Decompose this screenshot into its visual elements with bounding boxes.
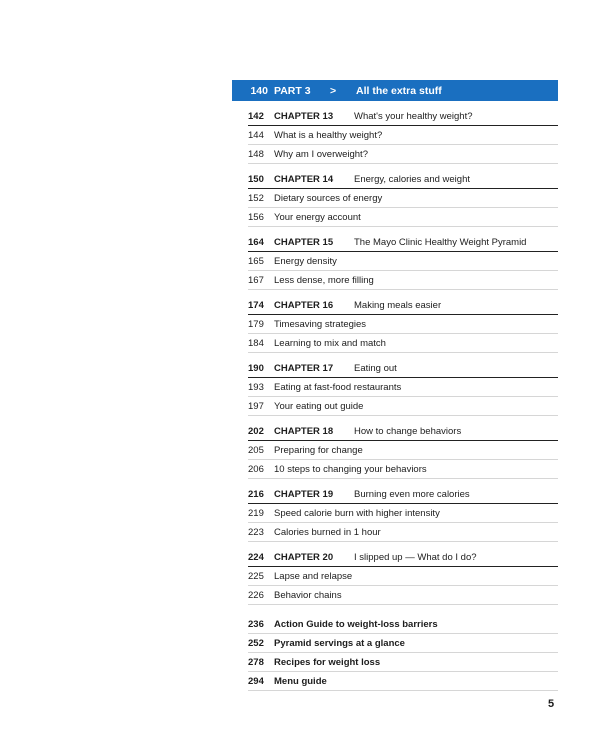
entry-title: Learning to mix and match [274, 337, 386, 349]
toc-entry [248, 208, 558, 227]
entry-title: Your eating out guide [274, 400, 364, 412]
entry-title: Lapse and relapse [274, 570, 353, 582]
toc-entry [248, 334, 558, 353]
entry-title: Preparing for change [274, 444, 363, 456]
part-banner [232, 80, 558, 101]
toc-entry [248, 615, 558, 634]
entry-title: Dietary sources of energy [274, 192, 383, 204]
entry-title: Menu guide [274, 675, 327, 687]
entry-page: 167 [248, 274, 264, 286]
entry-page: 206 [248, 463, 264, 475]
entry-title: Speed calorie burn with higher intensity [274, 507, 440, 519]
entry-page: 219 [248, 507, 264, 519]
chapter-page: 202 [248, 425, 264, 437]
part-label: PART 3 [274, 84, 311, 97]
toc-entry [248, 634, 558, 653]
entry-title: Less dense, more filling [274, 274, 374, 286]
chapter-section [232, 422, 558, 479]
chapter-label: CHAPTER 15 [274, 236, 334, 248]
entry-title: Action Guide to weight-loss barriers [274, 618, 438, 630]
entry-title: Why am I overweight? [274, 148, 368, 160]
entry-page: 294 [248, 675, 264, 687]
chapter-heading [248, 422, 558, 441]
entry-page: 152 [248, 192, 264, 204]
entry-page: 197 [248, 400, 264, 412]
chapter-page: 164 [248, 236, 264, 248]
entry-title: Timesaving strategies [274, 318, 367, 330]
toc-entry [248, 145, 558, 164]
chapter-section [232, 359, 558, 416]
chapter-title: How to change behaviors [354, 425, 462, 437]
chapter-label: CHAPTER 16 [274, 299, 334, 311]
chapter-section [232, 548, 558, 605]
chapter-heading [248, 296, 558, 315]
chapter-title: I slipped up — What do I do? [354, 551, 477, 563]
entry-page: 156 [248, 211, 264, 223]
toc-entry [248, 378, 558, 397]
toc-entry [248, 460, 558, 479]
entry-title: Calories burned in 1 hour [274, 526, 381, 538]
chapter-page: 174 [248, 299, 264, 311]
entry-page: 278 [248, 656, 264, 668]
page-number: 5 [548, 698, 555, 710]
chapter-page: 142 [248, 110, 264, 122]
chapter-title: The Mayo Clinic Healthy Weight Pyramid [354, 236, 527, 248]
chapter-label: CHAPTER 13 [274, 110, 334, 122]
entry-page: 144 [248, 129, 264, 141]
entry-page: 252 [248, 637, 264, 649]
chapter-page: 150 [248, 173, 264, 185]
toc-entry [248, 653, 558, 672]
part-page-number: 140 [250, 84, 268, 97]
chapter-page: 190 [248, 362, 264, 374]
entry-title: What is a healthy weight? [274, 129, 383, 141]
toc-entry [248, 189, 558, 208]
entry-title: 10 steps to changing your behaviors [274, 463, 427, 475]
entry-title: Energy density [274, 255, 337, 267]
chapter-section [232, 170, 558, 227]
chapter-label: CHAPTER 17 [274, 362, 334, 374]
toc-entry [248, 567, 558, 586]
entry-title: Behavior chains [274, 589, 342, 601]
chapter-title: What's your healthy weight? [354, 110, 473, 122]
entry-page: 184 [248, 337, 264, 349]
toc-entry [248, 315, 558, 334]
chapter-label: CHAPTER 18 [274, 425, 334, 437]
chapter-page: 216 [248, 488, 264, 500]
chapter-heading [248, 485, 558, 504]
chapter-label: CHAPTER 19 [274, 488, 334, 500]
entry-page: 223 [248, 526, 264, 538]
chapter-section [232, 233, 558, 290]
toc-entry [248, 126, 558, 145]
extras-section [232, 615, 558, 691]
chapter-section [232, 296, 558, 353]
chapter-page: 224 [248, 551, 264, 563]
toc-entry [248, 523, 558, 542]
entry-page: 179 [248, 318, 264, 330]
chapter-title: Burning even more calories [354, 488, 470, 500]
chapter-heading [248, 233, 558, 252]
chapter-title: Making meals easier [354, 299, 442, 311]
entry-title: Recipes for weight loss [274, 656, 381, 668]
chapter-title: Eating out [354, 362, 397, 374]
chapter-heading [248, 170, 558, 189]
toc-entry [248, 397, 558, 416]
entry-page: 236 [248, 618, 264, 630]
entry-page: 225 [248, 570, 264, 582]
entry-title: Eating at fast-food restaurants [274, 381, 402, 393]
entry-page: 165 [248, 255, 264, 267]
table-of-contents [232, 80, 558, 691]
chapter-label: CHAPTER 20 [274, 551, 334, 563]
chapter-heading [248, 359, 558, 378]
toc-entry [248, 252, 558, 271]
toc-entry [248, 504, 558, 523]
chapter-section [232, 107, 558, 164]
entry-title: Pyramid servings at a glance [274, 637, 405, 649]
toc-entry [248, 586, 558, 605]
chapter-title: Energy, calories and weight [354, 173, 470, 185]
toc-entry [248, 672, 558, 691]
entry-page: 148 [248, 148, 264, 160]
entry-page: 193 [248, 381, 264, 393]
chapter-label: CHAPTER 14 [274, 173, 334, 185]
chapter-heading [248, 107, 558, 126]
toc-entry [248, 271, 558, 290]
entry-title: Your energy account [274, 211, 361, 223]
chapter-section [232, 485, 558, 542]
part-title: All the extra stuff [356, 84, 442, 97]
arrow-icon: > [330, 84, 337, 97]
entry-page: 226 [248, 589, 264, 601]
toc-entry [248, 441, 558, 460]
chapter-heading [248, 548, 558, 567]
entry-page: 205 [248, 444, 264, 456]
